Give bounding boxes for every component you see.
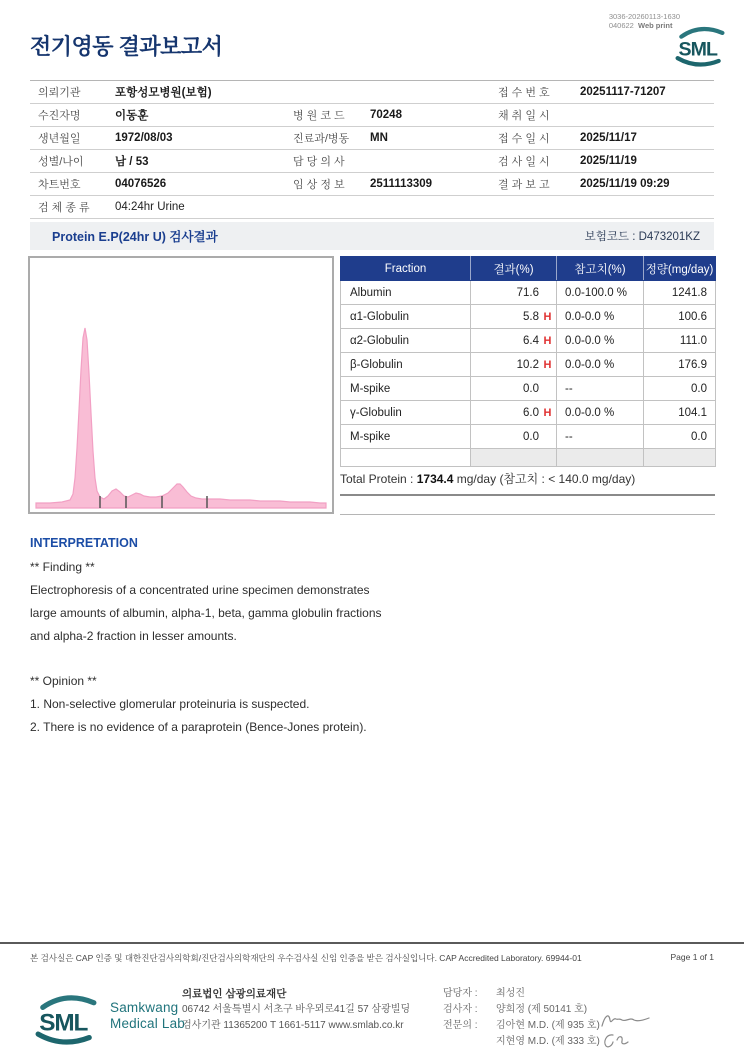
quantity-value: 0.0 [644,425,716,449]
field-label: 접 수 일 시 [490,127,570,150]
quantity-value: 104.1 [644,401,716,425]
staff-row [443,1034,600,1050]
col-fraction: Fraction [341,257,471,281]
table-row [341,305,716,329]
field-value [570,104,714,127]
opinion-line: 1. Non-selective glomerular proteinuria is suspected. [30,697,310,711]
field-value: 04076526 [105,173,285,196]
field-label [285,81,360,104]
table-row [30,173,714,196]
opinion-line: 2. There is no evidence of a paraprotein (Bence-Jones protein). [30,720,367,734]
staff-label: 검사자 : [443,1004,478,1015]
field-value: 포항성모병원(보험) [105,81,285,104]
field-label: 성별/나이 [30,150,105,173]
total-label: Total Protein : [340,472,417,486]
quantity-value: 0.0 [644,377,716,401]
field-label: 병 원 코 드 [285,104,360,127]
patient-info-table [30,80,714,219]
organization-info [182,986,410,1034]
fraction-name: M-spike [341,425,471,449]
org-address: 06742 서울특별시 서초구 바우뫼로41길 57 삼광빌딩 [182,1004,411,1015]
doc-code: 3036-20260113-1630 [608,12,680,21]
field-label: 채 취 일 시 [490,104,570,127]
interpretation-heading: INTERPRETATION [30,536,138,550]
fraction-name: α1-Globulin [341,305,471,329]
total-protein-line [340,470,715,496]
table-row [30,196,714,219]
reference-range: -- [557,425,644,449]
results-table [340,256,716,467]
col-result: 결과(%) [471,257,557,281]
finding-line: and alpha-2 fraction in lesser amounts. [30,629,237,643]
finding-line: large amounts of albumin, alpha-1, beta, gamma globulin fractions [30,606,382,620]
print-type: Web print [638,21,673,30]
table-row [30,150,714,173]
col-quantity: 정량(mg/day) [644,257,716,281]
table-row [341,377,716,401]
field-label: 접 수 번 호 [490,81,570,104]
total-value: 1734.4 [416,472,454,486]
org-name: 의료법인 삼광의료재단 [182,988,287,1000]
signature-icon [602,1032,632,1049]
divider [340,514,715,515]
fraction-name: M-spike [341,377,471,401]
field-value: 2025/11/19 [570,150,714,173]
quantity-value: 1241.8 [644,281,716,305]
fraction-name: γ-Globulin [341,401,471,425]
result-value: 71.6 [516,286,539,299]
field-label: 수진자명 [30,104,105,127]
result-value: 0.0 [523,430,539,443]
field-value: 1972/08/03 [105,127,285,150]
field-label: 의뢰기관 [30,81,105,104]
field-value: 2025/11/19 09:29 [570,173,714,196]
page-number: Page 1 of 1 [670,952,714,962]
result-value: 10.2 [516,358,539,371]
field-value: MN [360,127,490,150]
org-contact: 검사기관 11365200 T 1661-5117 www.smlab.co.kr [182,1020,404,1031]
print-code: 040622 [608,21,634,30]
field-value [360,81,490,104]
quantity-value: 176.9 [644,353,716,377]
staff-value: 양희정 (제 50141 호) [496,1004,588,1015]
field-value: 20251117-71207 [570,81,714,104]
reference-range: 0.0-0.0 % [557,305,644,329]
field-value: 2511113309 [360,173,490,196]
footer-divider [0,942,744,944]
result-value: 0.0 [523,382,539,395]
section-bar [30,222,714,250]
empty-row [341,449,716,467]
table-row [341,329,716,353]
staff-row [443,1018,600,1034]
staff-value: 최성진 [496,988,525,999]
electrophoresis-chart [28,256,334,514]
reference-range: 0.0-0.0 % [557,401,644,425]
abnormal-flag: H [543,358,552,371]
result-value: 6.0 [523,406,539,419]
fraction-name: α2-Globulin [341,329,471,353]
brand-wordmark [110,1000,185,1032]
staff-value: 김아현 M.D. (제 935 호) [496,1020,600,1031]
table-row [341,401,716,425]
total-unit: mg/day (참고치 : < 140.0 mg/day) [453,472,636,486]
field-value [360,150,490,173]
signature-icon [600,1012,652,1030]
brand-line: Medical Lab [110,1016,185,1031]
reference-range: 0.0-0.0 % [557,353,644,377]
table-row [341,353,716,377]
staff-label: 담당자 : [443,988,478,999]
reference-range: 0.0-100.0 % [557,281,644,305]
staff-label [443,1034,488,1050]
field-value: 04:24hr Urine [105,196,714,219]
result-value: 5.8 [523,310,539,323]
table-row [341,425,716,449]
reference-range: -- [557,377,644,401]
doc-meta [609,12,680,30]
table-header-row [341,257,716,281]
table-row [30,81,714,104]
result-value: 6.4 [523,334,539,347]
fraction-name: Albumin [341,281,471,305]
svg-text:SML: SML [39,1009,88,1037]
field-value: 남 / 53 [105,150,285,173]
ep-curve [36,328,326,508]
svg-text:SML: SML [678,38,718,61]
abnormal-flag: H [543,406,552,419]
field-label: 담 당 의 사 [285,150,360,173]
reference-range: 0.0-0.0 % [557,329,644,353]
field-value: 70248 [360,104,490,127]
field-value: 2025/11/17 [570,127,714,150]
field-label: 진료과/병동 [285,127,360,150]
field-value: 이동훈 [105,104,285,127]
abnormal-flag: H [543,310,552,323]
sml-logo-footer-icon [26,990,106,1048]
staff-info [443,986,600,1050]
field-label: 검 체 종 류 [30,196,105,219]
page-title: 전기영동 결과보고서 [30,34,223,59]
quantity-value: 111.0 [644,329,716,353]
table-row [30,127,714,150]
quantity-value: 100.6 [644,305,716,329]
field-label: 차트번호 [30,173,105,196]
sml-logo-icon [672,22,728,70]
interpretation-section [30,536,590,739]
field-label: 검 사 일 시 [490,150,570,173]
staff-row [443,986,600,1002]
fraction-name: β-Globulin [341,353,471,377]
staff-value: 지현영 M.D. (제 333 호) [496,1036,600,1047]
staff-label: 전문의 : [443,1020,478,1031]
section-title: Protein E.P(24hr U) 검사결과 [52,230,218,244]
table-row [341,281,716,305]
results-panel [340,256,715,467]
finding-line: Electrophoresis of a concentrated urine specimen demonstrates [30,583,370,597]
field-label: 임 상 정 보 [285,173,360,196]
field-label: 결 과 보 고 [490,173,570,196]
staff-row [443,1002,600,1018]
insurance-code: 보험코드 : D473201KZ [584,231,700,243]
opinion-title: ** Opinion ** [30,674,97,688]
col-reference: 참고치(%) [557,257,644,281]
table-row [30,104,714,127]
abnormal-flag: H [543,334,552,347]
field-label: 생년월일 [30,127,105,150]
brand-line: Samkwang [110,1000,179,1015]
finding-title: ** Finding ** [30,560,95,574]
cap-certification-text: 본 검사실은 CAP 인증 및 대한진단검사의학회/진단검사의학재단의 우수검사실 신임 인증을 받은 검사실입니다. CAP Accredited Laboratory. 69944-01 [30,953,582,963]
